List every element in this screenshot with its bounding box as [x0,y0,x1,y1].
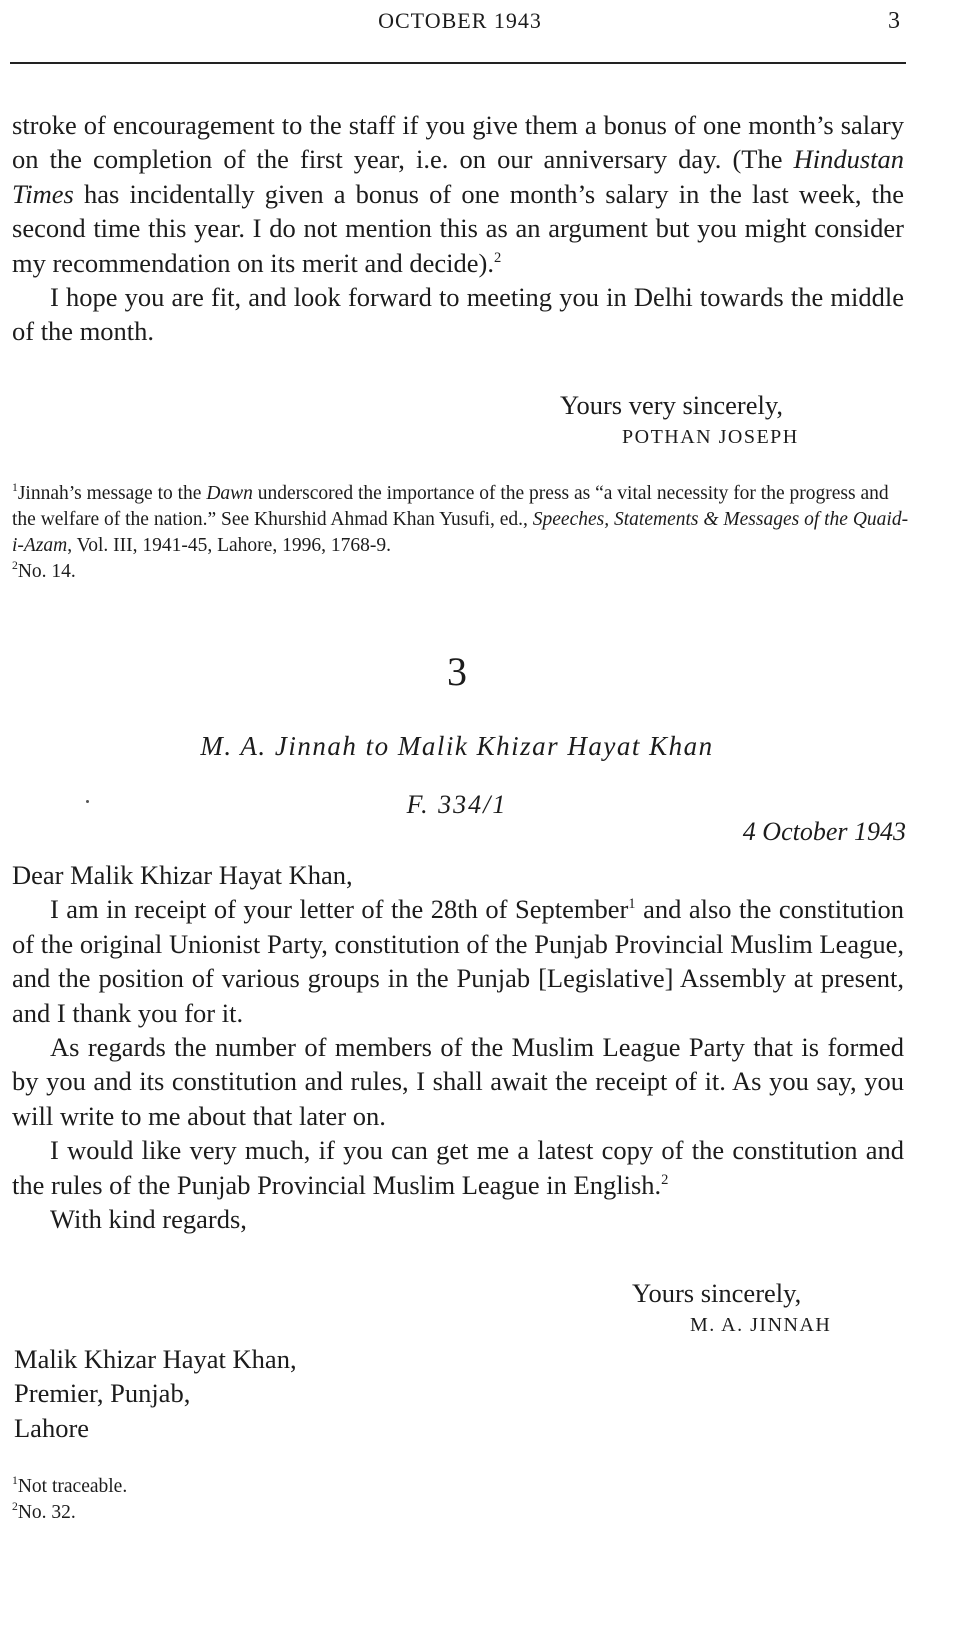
footnote-1 [12,1474,912,1500]
letter-3-paragraph-4: With kind regards, [50,1204,247,1235]
newspaper-title: Dawn [206,483,253,504]
text-run: underscored the importance of the press as “a vital necessity for the progress and the welfare of the nation.” See Khurshid Ahmad Khan Yusufi, ed., [12,483,889,530]
address-line: Malik Khizar Hayat Khan, [14,1344,297,1374]
salutation: Dear Malik Khizar Hayat Khan, [12,860,353,890]
header-rule [10,62,906,64]
text-run: , Vol. III, 1941-45, Lahore, 1996, 1768-9. [67,535,391,556]
footnote-marker: 2 [12,558,18,572]
page-number: 3 [888,8,900,34]
letter-3-paragraph-1 [12,892,904,1030]
footnote-2 [12,1500,912,1526]
signature: M. A. JINNAH [690,1314,832,1336]
letter-3-paragraph-3 [12,1133,904,1202]
closing-phrase: Yours very sincerely, [560,390,784,420]
text-run: has incidentally given a bonus of one month’s salary in the last week, the second time this year. I do not mention this as an argument but you might consider my recommendation on its merit and decide). [12,178,904,278]
footnote-1 [12,481,912,559]
footnotes-letter-3 [12,1474,912,1526]
running-head-title: OCTOBER 1943 [378,8,542,33]
footnote-ref: 2 [661,1171,669,1188]
address-line: Lahore [14,1412,90,1443]
document-heading: M. A. Jinnah to Malik Khizar Hayat Khan [200,731,714,761]
signature: POTHAN JOSEPH [622,426,799,448]
document-date: 4 October 1943 [742,817,906,846]
footnote-ref: 1 [628,896,636,913]
address-line: Premier, Punjab, [14,1378,191,1409]
footnote-2 [12,559,912,585]
footnote-ref: 2 [494,249,502,266]
footnote-marker: 1 [12,480,18,494]
newspaper-title: Hindustan Times [12,144,904,209]
text-run: and also the constitution of the original Unionist Party, constitution of the Punjab Provincial Muslim League, and the position of various groups in the Punjab [Legislative] Assembly at present, and I thank you for it. [12,894,904,1028]
letter-3-body [12,858,904,1236]
letter-2-paragraph-2: I hope you are fit, and look forward to meeting you in Delhi towards the middle of the month. [12,282,904,347]
document-number: 3 [447,649,467,694]
book-title: Speeches, Statements & Messages of the Quaid-i-Azam [12,509,909,556]
text-run: I would like very much, if you can get me a latest copy of the constitution and the rules of the Punjab Provincial Muslim League in English. [12,1135,904,1200]
text-run: No. 14. [17,561,76,582]
footnote-marker: 1 [12,1473,18,1487]
text-run: Jinnah’s message to the [17,483,207,504]
closing-phrase: Yours sincerely, [632,1278,802,1308]
text-run: No. 32. [17,1502,76,1523]
document-reference: F. 334/1 [406,790,508,819]
footnote-marker: 2 [12,1499,18,1513]
text-run: Not traceable. [17,1476,128,1497]
text-run: stroke of encouragement to the staff if you give them a bonus of one month’s salary on the completion of the first year, i.e. on our anniversary day. (The [12,110,904,175]
footnotes-letter-2 [12,481,912,585]
letter-3-paragraph-2: As regards the number of members of the Muslim League Party that is formed by you and its constitution and rules, I shall await the receipt of it. As you say, you will write to me about that later on. [12,1032,904,1131]
letter-2-paragraph-1 [12,108,904,280]
text-run: I am in receipt of your letter of the 28th of September [50,894,629,925]
letter-2-body [12,108,904,349]
recipient-address [14,1342,297,1445]
running-head [10,8,910,38]
